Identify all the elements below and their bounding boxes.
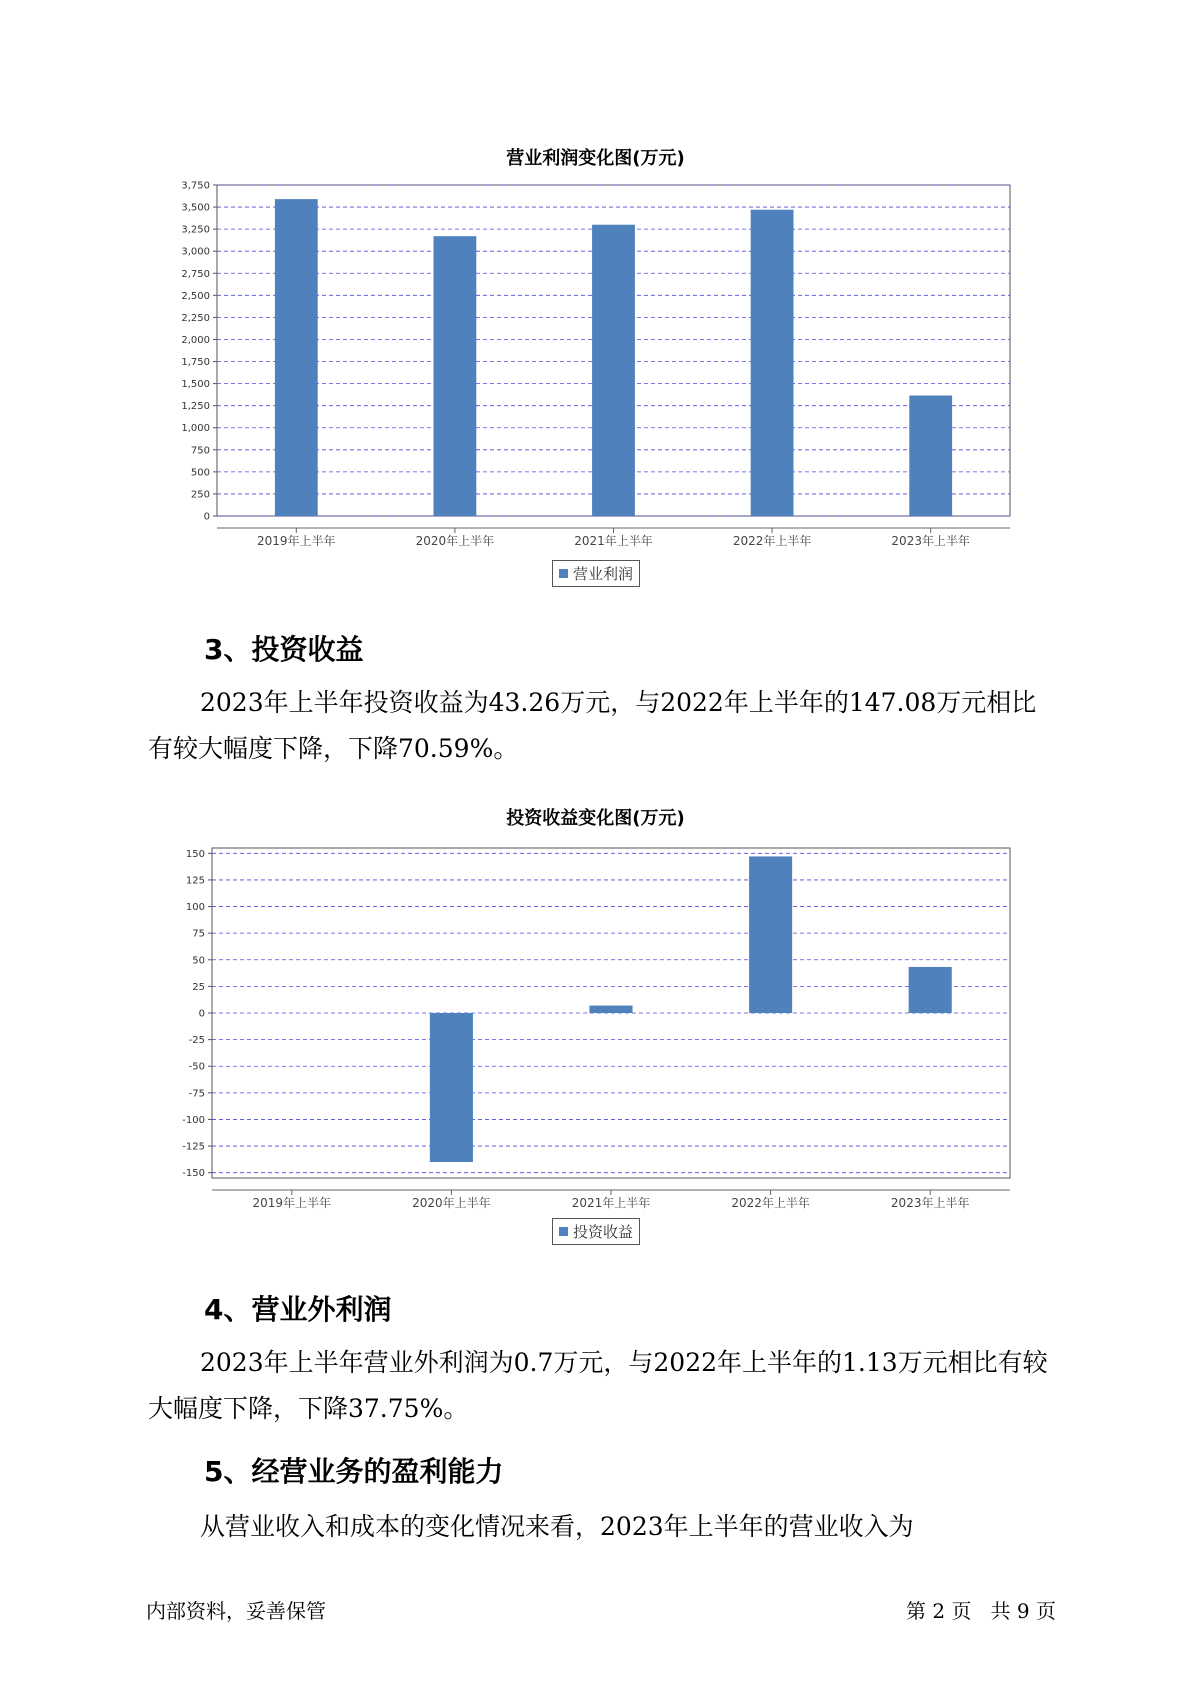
operating-profit-chart-svg: [0, 170, 1191, 548]
section-text-non-operating-profit: 2023年上半年营业外利润为0.7万元，与2022年上半年的1.13万元相比有较大幅度下降，下降37.75%。: [148, 1348, 1048, 1423]
bar: [909, 967, 952, 1013]
y-tick-label: 1,500: [181, 379, 210, 391]
y-tick-label: 1,000: [181, 423, 210, 435]
y-tick-label: 2,250: [181, 312, 210, 324]
bar: [592, 225, 635, 516]
bar: [275, 199, 318, 516]
x-tick-label: 2019年上半年: [257, 534, 336, 548]
y-tick-label: -150: [182, 1168, 205, 1180]
y-tick-label: 0: [203, 511, 210, 523]
legend-swatch: [559, 569, 568, 578]
y-tick-label: 75: [192, 928, 205, 940]
y-tick-label: 750: [190, 445, 210, 457]
x-tick-label: 2020年上半年: [415, 534, 495, 548]
bar: [909, 396, 952, 516]
y-tick-label: 2,500: [181, 290, 210, 302]
investment-income-chart: [0, 836, 1191, 1210]
y-tick-label: 125: [185, 875, 205, 887]
y-tick-label: 0: [198, 1008, 205, 1020]
y-tick-label: 500: [190, 467, 210, 479]
y-tick-label: 50: [192, 955, 205, 967]
x-tick-label: 2022年上半年: [731, 1196, 810, 1210]
footer-page-number: 第 2 页 共 9 页: [906, 1599, 1056, 1623]
y-tick-label: 1,750: [181, 357, 210, 369]
bar: [430, 1013, 473, 1162]
x-tick-label: 2023年上半年: [890, 1196, 970, 1210]
y-tick-label: 2,000: [181, 334, 210, 346]
section-heading-non-operating-profit: 4、营业外利润: [204, 1293, 392, 1326]
y-tick-label: 3,000: [181, 246, 210, 258]
bar: [589, 1006, 632, 1013]
y-tick-label: 150: [185, 848, 205, 860]
section-text-profitability: 从营业收入和成本的变化情况来看，2023年上半年的营业收入为: [200, 1512, 914, 1541]
y-tick-label: 3,500: [181, 202, 210, 214]
y-tick-label: -50: [188, 1061, 205, 1073]
bar: [751, 210, 794, 516]
y-tick-label: 1,250: [181, 401, 210, 413]
section-heading-profitability: 5、经营业务的盈利能力: [204, 1455, 504, 1488]
x-tick-label: 2022年上半年: [732, 534, 812, 548]
y-tick-label: 2,750: [181, 268, 210, 280]
y-tick-label: 100: [185, 902, 205, 914]
legend-label: 营业利润: [573, 565, 634, 583]
x-tick-label: 2020年上半年: [412, 1196, 491, 1210]
legend-swatch: [559, 1227, 568, 1236]
y-tick-label: 25: [192, 981, 205, 993]
y-tick-label: -25: [188, 1035, 205, 1047]
footer-confidential: 内部资料，妥善保管: [146, 1599, 326, 1623]
section-text-investment-income: 2023年上半年投资收益为43.26万元，与2022年上半年的147.08万元相比有较大幅度下降，下降70.59%。: [148, 688, 1037, 763]
x-tick-label: 2023年上半年: [891, 534, 970, 548]
x-tick-label: 2021年上半年: [574, 534, 653, 548]
y-tick-label: -100: [182, 1114, 205, 1126]
investment-income-legend: [552, 1218, 640, 1245]
operating-profit-legend: [552, 560, 640, 587]
chart-title-operating-profit: 营业利润变化图(万元): [506, 148, 685, 169]
y-tick-label: -75: [188, 1088, 205, 1100]
y-tick-label: 3,250: [181, 224, 210, 236]
chart-title-investment-income: 投资收益变化图(万元): [506, 808, 685, 829]
legend-label: 投资收益: [573, 1223, 634, 1241]
x-tick-label: 2021年上半年: [571, 1196, 651, 1210]
y-tick-label: 3,750: [181, 180, 210, 192]
bar: [433, 236, 476, 516]
operating-profit-chart: [0, 170, 1191, 548]
investment-income-chart-svg: [0, 836, 1191, 1210]
bar: [749, 856, 792, 1013]
x-tick-label: 2019年上半年: [252, 1196, 332, 1210]
y-tick-label: -125: [182, 1141, 205, 1153]
section-heading-investment-income: 3、投资收益: [204, 633, 364, 666]
y-tick-label: 250: [190, 489, 210, 501]
